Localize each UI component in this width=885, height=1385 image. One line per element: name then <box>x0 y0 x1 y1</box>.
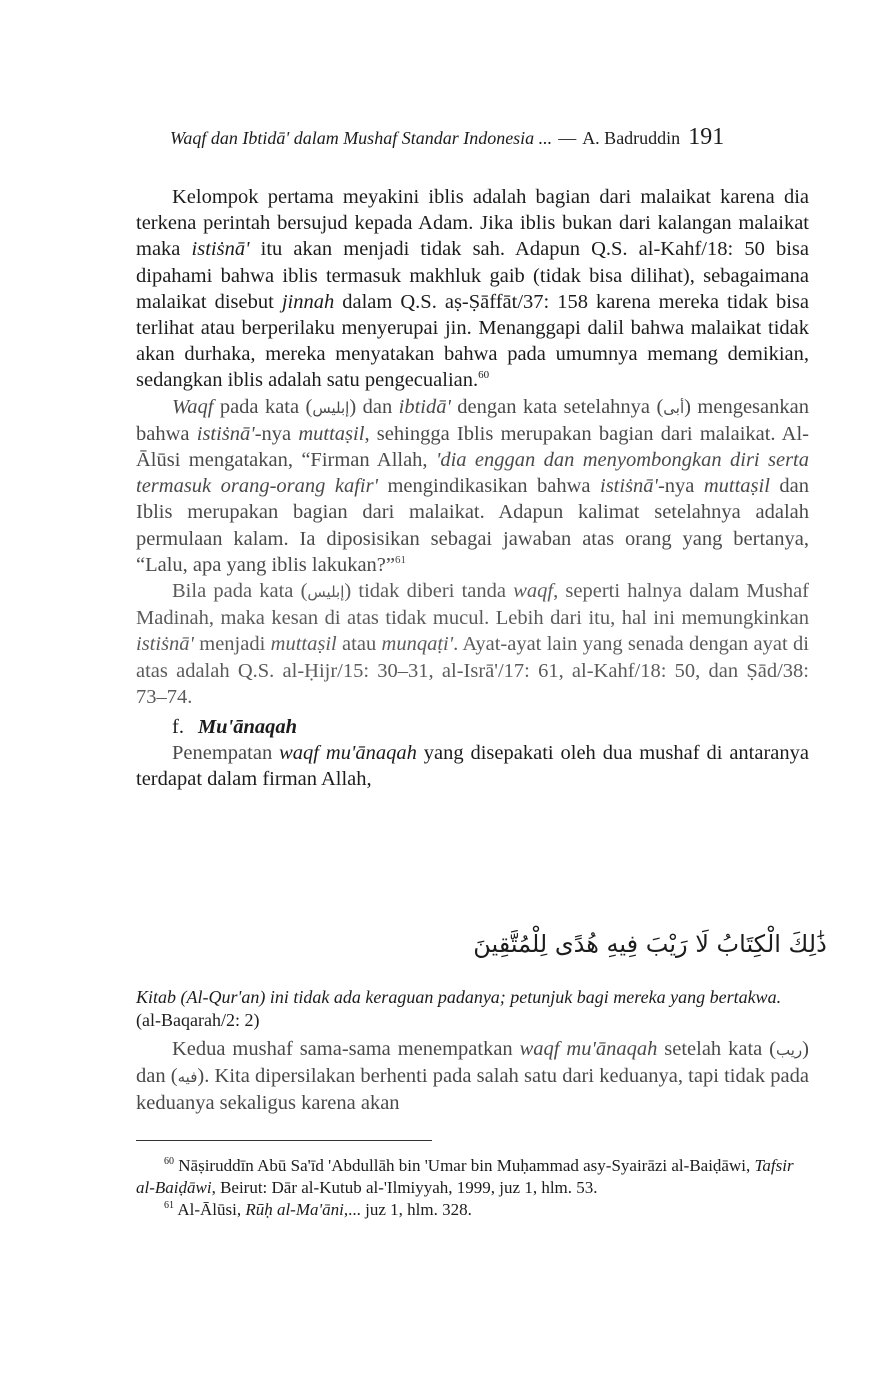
arabic-word-aba: أبى <box>663 398 685 417</box>
term-waqf: Waqf <box>172 395 214 418</box>
book-title: Tafsir al-Baiḍāwi <box>136 1156 794 1197</box>
term-waqf-muanaqah: waqf mu'ānaqah <box>279 742 417 765</box>
text-run: dengan kata setelahnya ( <box>450 395 664 418</box>
header-author: A. Badruddin <box>582 128 681 148</box>
text-run: . Ayat-ayat lain yang senada dengan ayat di atas adalah Q.S. al-Ḥijr/15: 30–31, al-Isrā'/17: 61, al-Kahf/18: 50, dan Ṣād/38: 73–74. <box>136 633 809 708</box>
text-run: ) tidak diberi tanda <box>344 580 514 603</box>
text-run: ,... juz 1, hlm. 328. <box>343 1200 472 1219</box>
paragraph-5 <box>136 1036 809 1117</box>
text-run: atau <box>336 633 382 656</box>
text-run: ) mengesankan bahwa <box>136 395 809 445</box>
footnote-60 <box>136 1155 809 1199</box>
term-munqati: munqaṭi' <box>381 633 454 656</box>
header-title: Waqf dan Ibtidā' dalam Mushaf Standar Indonesia ... <box>170 128 553 148</box>
text-run: Kedua mushaf sama-sama menempatkan <box>172 1038 520 1060</box>
term-waqf-muanaqah: waqf mu'ānaqah <box>519 1038 658 1060</box>
text-run: ) dan ( <box>136 1038 809 1088</box>
term-istisna: istiṡnā' <box>196 422 255 445</box>
term-muttasil: muttaṣil <box>298 422 365 445</box>
text-run: Al-Ālūsi, <box>177 1200 246 1219</box>
text-run: ). Kita dipersilakan berhenti pada salah satu dari keduanya, tapi tidak pada keduanya sekaligus karena akan <box>136 1065 809 1115</box>
footnote-number: 61 <box>164 1200 174 1211</box>
paragraph-1 <box>136 184 809 394</box>
term-muttasil: muttaṣil <box>703 475 770 498</box>
arabic-word-iblis: إبليس <box>307 583 345 602</box>
footnote-ref-60[interactable]: 60 <box>478 369 490 382</box>
paragraph-3 <box>136 578 809 710</box>
arabic-word-fihi: فيه <box>177 1068 198 1087</box>
paragraph-2 <box>136 394 809 578</box>
footnote-ref-61[interactable]: 61 <box>395 553 406 566</box>
footnote-61 <box>136 1199 809 1221</box>
text-run: , seperti halnya dalam Mushaf Madinah, maka kesan di atas tidak mucul. Lebih dari itu, hal ini memungkinkan <box>136 580 809 630</box>
term-istisna: istiṡnā' <box>191 238 250 261</box>
section-title: Mu'ānaqah <box>197 716 298 739</box>
footnotes <box>136 1155 809 1221</box>
term-waqf: waqf <box>513 580 554 603</box>
translation-text: Kitab (Al-Qur'an) ini tidak ada keraguan padanya; petunjuk bagi mereka yang bertakwa. <box>136 987 782 1007</box>
text-run: Kelompok pertama meyakini iblis adalah bagian dari malaikat karena dia terkena perintah bersujud kepada Adam. Jika iblis bukan dari kalangan malaikat maka <box>136 186 809 261</box>
text-run: , Beirut: Dār al-Kutub al-'Ilmiyyah, 1999, juz 1, hlm. 53. <box>211 1178 598 1197</box>
footnote-number: 60 <box>164 1156 174 1167</box>
text-run: yang disepakati oleh dua mushaf di antaranya terdapat dalam firman Allah, <box>136 742 809 791</box>
text-run: ) dan <box>349 395 399 418</box>
text-run: dalam Q.S. aṣ-Ṣāffāt/37: 158 karena mereka tidak bisa terlihat atau berperilaku menyerupai jin. Menanggapi dalil bahwa malaikat tidak akan durhaka, mereka menyatakan bahwa pada umumnya memang demikian, sedangkan iblis adalah satu pengecualian. <box>136 290 810 392</box>
main-text-continued <box>136 1036 809 1117</box>
text-run: -nya <box>657 475 704 498</box>
text-run: -nya <box>254 422 299 445</box>
text-run: , sehingga Iblis merupakan bagian dari malaikat. Al-Ālūsi mengatakan, “Firman Allah, <box>136 422 809 472</box>
running-header <box>170 124 800 160</box>
arabic-word-iblis: إبليس <box>312 398 350 417</box>
quran-verse: ذَٰلِكَ الْكِتَابُ لَا رَيْبَ فِيهِ هُدًى لِلْمُتَّقِينَ <box>473 930 827 958</box>
page-number: 191 <box>688 124 725 150</box>
term-istisna: istiṡnā' <box>600 475 658 498</box>
quote-italic: 'dia enggan dan menyombongkan diri serta termasuk orang-orang kafir' <box>136 449 809 498</box>
term-ibtida: ibtidā' <box>398 395 451 418</box>
term-istisna: istiṡnā' <box>136 633 194 656</box>
text-run: pada kata ( <box>213 395 313 418</box>
paragraph-4 <box>136 740 809 792</box>
verse-translation <box>136 986 809 1032</box>
footnote-divider <box>136 1140 432 1141</box>
text-run: itu akan menjadi tidak sah. Adapun Q.S. al-Kahf/18: 50 bisa dipahami bahwa iblis termasuk makhluk gaib (tidak bisa dilihat), sebagaimana malaikat disebut <box>136 238 809 313</box>
main-text <box>136 184 809 793</box>
term-jinnah: jinnah <box>281 290 335 313</box>
text-run: Nāṣiruddīn Abū Sa'īd 'Abdullāh bin 'Umar bin Muḥammad asy-Syairāzi al-Baiḍāwi, <box>178 1156 755 1175</box>
text-run: dan Iblis merupakan bagian dari malaikat. Adapun kalimat setelahnya adalah permulaan kalam. Ia diposisikan sebagai jawaban atas orang yang bertanya, “Lalu, apa yang iblis lakukan?” <box>136 475 809 576</box>
text-run: Bila pada kata ( <box>172 580 308 603</box>
text-run: Penempatan <box>172 742 280 765</box>
text-run: setelah kata ( <box>657 1038 777 1060</box>
section-heading <box>136 714 809 740</box>
section-number: f. <box>172 716 184 739</box>
verse-reference: (al-Baqarah/2: 2) <box>136 1010 260 1030</box>
text-run: mengindikasikan bahwa <box>378 475 600 498</box>
arabic-word-raib: ريب <box>776 1041 803 1059</box>
header-separator: — <box>558 128 577 148</box>
text-run: menjadi <box>193 633 271 656</box>
book-title: Rūḥ al-Ma'āni <box>245 1200 344 1219</box>
term-muttasil: muttaṣil <box>270 633 337 656</box>
